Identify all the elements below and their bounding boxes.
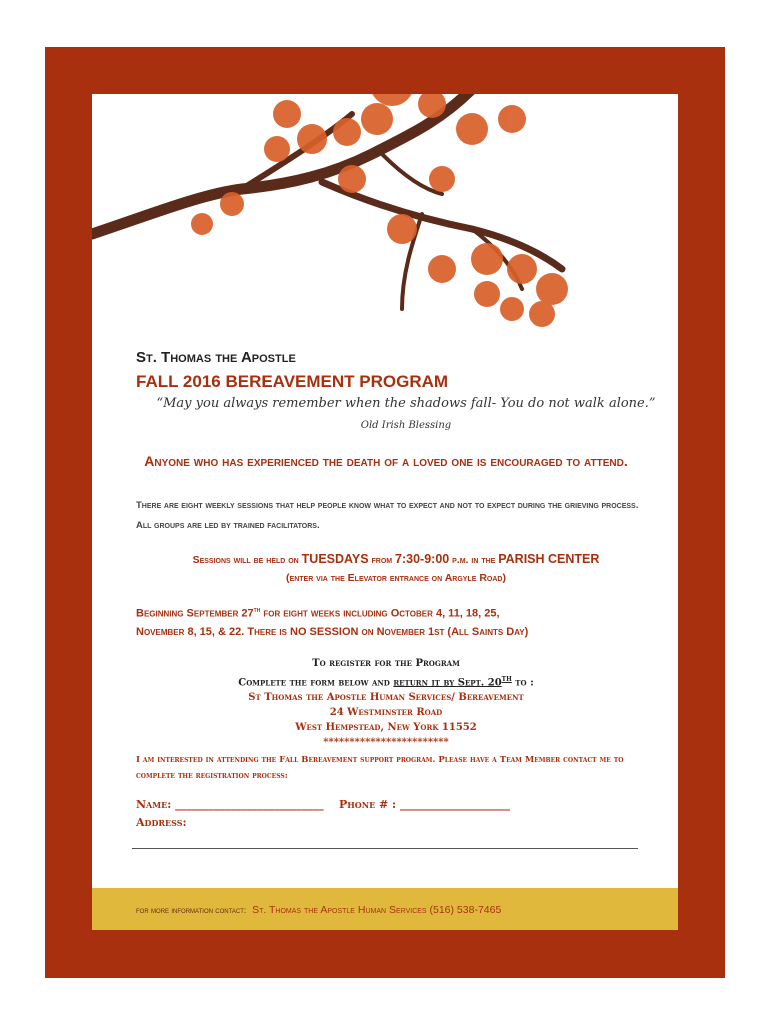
organization-name: St. Thomas the Apostle bbox=[136, 349, 296, 366]
autumn-branch-illustration bbox=[92, 94, 678, 354]
dates-line2-b: on November 1st (All Saints Day) bbox=[358, 625, 529, 638]
dates-line2-a: November 8, 15, & 22. There is bbox=[136, 625, 290, 638]
session-place: PARISH CENTER bbox=[498, 552, 600, 566]
intro-description: There are eight weekly sessions that help people know what to expect and not to expect during the grieving process. All groups are led by trained facilitators. bbox=[136, 500, 639, 531]
session-time: 7:30-9:00 bbox=[395, 552, 450, 566]
sessions-pm: p.m. in the bbox=[449, 554, 499, 566]
flyer-content bbox=[92, 94, 678, 930]
no-session-notice: NO SESSION bbox=[290, 625, 359, 638]
address-field-line[interactable] bbox=[132, 848, 638, 849]
interest-statement: I am interested in attending the Fall Bereavement support program. Please have a Team Member contact me to complete the registration process: bbox=[136, 755, 624, 781]
footer-contact-info: St. Thomas the Apostle Human Services (516) 538-7465 bbox=[252, 904, 502, 916]
register-address-line1: St Thomas the Apostle Human Services/ Bereavement bbox=[248, 692, 524, 704]
name-field[interactable]: ___________________________ bbox=[175, 798, 324, 811]
quote-attribution: Old Irish Blessing bbox=[360, 420, 452, 431]
registration-instructions bbox=[136, 656, 636, 750]
sessions-prefix: Sessions will be held on bbox=[192, 554, 302, 566]
register-address-line3: West Hempstead, New York 11552 bbox=[295, 722, 477, 734]
dates-begin: Beginning September 27 bbox=[136, 607, 254, 620]
sessions-from-word: from bbox=[368, 554, 396, 566]
dates-begin-suffix: th bbox=[253, 607, 261, 614]
footer-contact bbox=[136, 904, 501, 916]
register-deadline: return it by Sept. 20 bbox=[393, 677, 502, 689]
contact-form bbox=[136, 796, 656, 832]
register-line1: To register for the Program bbox=[312, 658, 460, 669]
session-dates bbox=[136, 602, 656, 641]
register-address-line2: 24 Westminster Road bbox=[329, 707, 443, 719]
intro-headline: Anyone who has experienced the death of a loved one is encouraged to attend. bbox=[144, 453, 628, 469]
contact-footer-band bbox=[92, 888, 678, 930]
session-schedule bbox=[136, 550, 656, 587]
phone-label: Phone # : bbox=[338, 798, 397, 811]
register-line2-c: to : bbox=[511, 677, 534, 689]
session-day: TUESDAYS bbox=[301, 552, 369, 566]
program-title: FALL 2016 BEREAVEMENT PROGRAM bbox=[136, 372, 449, 391]
session-entrance-note: (enter via the Elevator entrance on Argyle Road) bbox=[286, 572, 506, 584]
register-divider-stars: ************************ bbox=[323, 737, 449, 749]
dates-rest: for eight weeks including October 4, 11, 18, 25, bbox=[260, 607, 500, 620]
blessing-quote: “May you always remember when the shadows fall- You do not walk alone.” bbox=[156, 396, 656, 411]
register-deadline-suffix: th bbox=[501, 673, 512, 683]
footer-label: for more information contact: bbox=[136, 905, 247, 915]
register-line2-a: Complete the form below and bbox=[238, 677, 394, 689]
address-label: Address: bbox=[136, 816, 187, 829]
phone-field[interactable]: ____________________ bbox=[399, 798, 510, 811]
name-label: Name: bbox=[136, 798, 172, 811]
